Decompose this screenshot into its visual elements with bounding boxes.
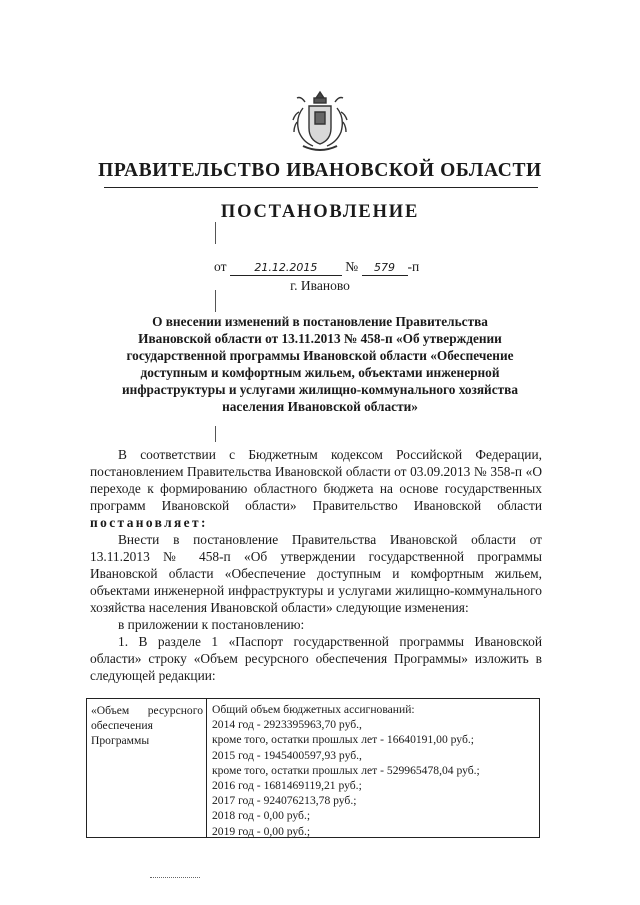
preamble-text: В соответствии с Бюджетным кодексом Российской Федерации, постановлением Правительства Ивановской области от 03.09.2013 № 358-п «О переходе к формированию областного бюджета на основе государственных программ Ивановской области» Правительство Ивановской области [90, 447, 542, 513]
subject-line: О внесении изменений в постановление Правительства [152, 314, 488, 329]
number-suffix: -п [407, 259, 420, 274]
number-prefix: № [345, 259, 359, 274]
table-row: Общий объем бюджетных ассигнований: [212, 703, 415, 716]
document-type: ПОСТАНОВЛЕНИЕ [220, 202, 420, 222]
table-row: 2015 год - 1945400597,93 руб., [212, 748, 362, 762]
table-row: кроме того, остатки прошлых лет - 16640191,00 руб.; [212, 733, 474, 747]
number-value: 579 [362, 261, 408, 276]
table-value-cell [208, 699, 539, 839]
item-intro-paragraph: Внести в постановление Правительства Ивановской области от 13.11.2013 № 458-п «Об утверждении государственной программы Ивановской области «Обеспечение доступным и комфортным жильем, объектами инженерной инфраструктуры и услугами жилищно-коммунального хозяйства населения Ивановской области» следующие изменения: [90, 532, 542, 615]
subject-line: населения Ивановской области» [222, 399, 418, 414]
city-name: г. Иваново [290, 278, 350, 293]
table-label-line: Программы [91, 734, 150, 748]
table-label-line: «Объем ресурсного [91, 704, 203, 717]
date-prefix: от [214, 259, 227, 274]
preamble-paragraph [90, 446, 542, 531]
scan-margin-mark [215, 426, 216, 442]
table-label-cell [87, 699, 207, 837]
table-label-line: обеспечения [91, 719, 153, 733]
table-row: 2017 год - 924076213,78 руб.; [212, 794, 357, 808]
date-value: 21.12.2015 [230, 261, 342, 276]
resource-table [86, 698, 540, 838]
subject-line: государственной программы Ивановской области «Обеспечение [126, 348, 514, 363]
scan-artifact [150, 877, 200, 881]
subject-line: доступным и комфортным жильем, объектами инженерной [140, 365, 500, 380]
title-underline [104, 187, 538, 188]
point-1-paragraph: 1. В разделе 1 «Паспорт государственной программы Ивановской области» строку «Объем ресурсного обеспечения Программы» изложить в следующей редакции: [90, 634, 542, 683]
decree-body [90, 446, 542, 684]
table-row: 2014 год - 2923395963,70 руб., [212, 718, 362, 732]
subject-line: Ивановской области от 13.11.2013 № 458-п «Об утверждении [138, 331, 502, 346]
subject-line: инфраструктуры и услугами жилищно-коммунального хозяйства [122, 382, 518, 397]
coat-of-arms-icon [289, 88, 351, 154]
table-row: кроме того, остатки прошлых лет - 529965478,04 руб.; [212, 763, 480, 777]
table-row: 2019 год - 0,00 руб.; [212, 824, 311, 838]
scan-margin-mark [215, 222, 216, 244]
table-row: 2016 год - 1681469119,21 руб.; [212, 779, 362, 793]
resolves-word: постановляет: [90, 515, 208, 530]
table-row: 2018 год - 0,00 руб.; [212, 809, 311, 823]
decree-subject [100, 313, 540, 415]
appendix-line: в приложении к постановлению: [118, 617, 305, 632]
government-title: ПРАВИТЕЛЬСТВО ИВАНОВСКОЙ ОБЛАСТИ [98, 160, 542, 181]
date-number-line [214, 259, 419, 276]
